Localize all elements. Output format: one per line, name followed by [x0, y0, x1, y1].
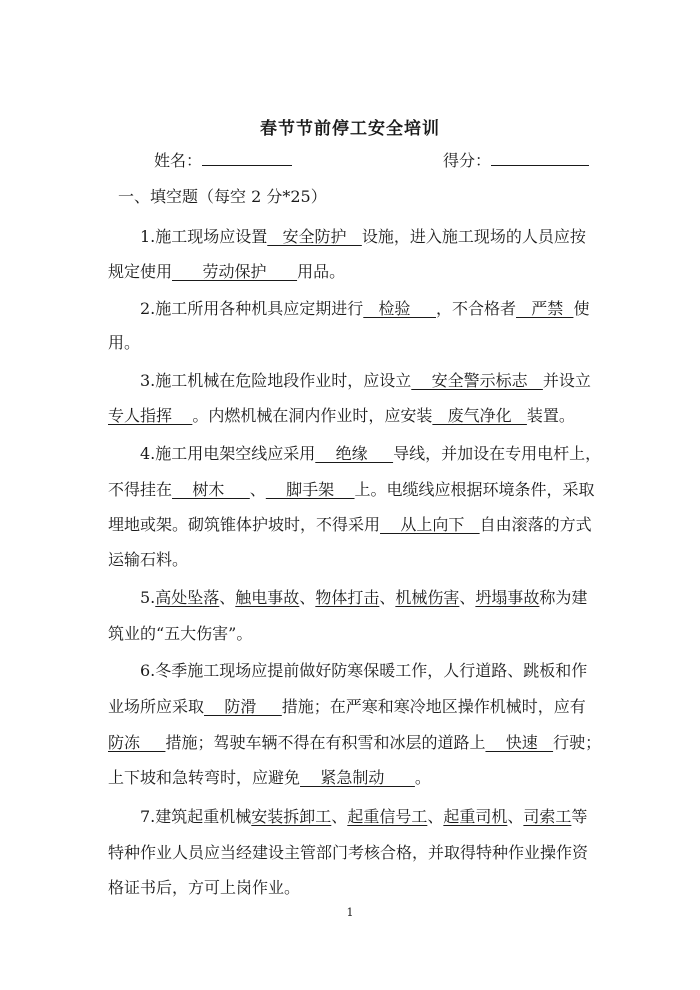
answer-blank: 专人指挥: [108, 406, 193, 425]
answer-blank: 绝缘: [315, 444, 394, 463]
answer-blank: 物体打击: [315, 588, 380, 607]
question-1-line-1: 1.施工现场应设置 安全防护 设施，进入施工现场的人员应按: [140, 227, 586, 246]
question-2-line-2: 用。: [108, 333, 141, 352]
question-4-line-4: 运输石料。: [108, 550, 189, 569]
answer-blank: 防滑: [204, 697, 282, 716]
question-7-line-1: 7.建筑起重机械安装拆卸工、起重信号工、起重司机、司索工等: [140, 807, 588, 826]
answer-blank: 快速: [485, 733, 554, 752]
name-label: 姓名：: [154, 151, 203, 170]
answer-blank: 劳动保护: [172, 262, 298, 281]
answer-blank: 机械伤害: [395, 588, 460, 607]
answer-blank: 坍塌事故: [475, 588, 540, 607]
question-4-line-3: 埋地或架。砌筑锥体护坡时，不得采用 从上向下 自由滚落的方式: [108, 515, 592, 534]
answer-blank: 脚手架: [265, 480, 355, 499]
answer-blank: 严禁: [516, 299, 574, 318]
question-7-line-3: 格证书后，方可上岗作业。: [108, 878, 301, 897]
section-heading: 一、填空题（每空 2 分*25）: [118, 187, 327, 206]
question-1-line-2: 规定使用 劳动保护 用品。: [108, 262, 346, 281]
page-title: 春节节前停工安全培训: [260, 119, 440, 139]
answer-blank: 触电事故: [235, 588, 300, 607]
answer-blank: 紧急制动: [300, 768, 415, 787]
answer-blank: 树木: [172, 480, 250, 499]
question-5-line-2: 筑业的“五大伤害”。: [108, 624, 253, 643]
answer-blank: 检验: [363, 299, 436, 318]
score-blank: [491, 148, 589, 166]
answer-blank: 安全警示标志: [411, 371, 543, 390]
question-6-line-1: 6.冬季施工现场应提前做好防寒保暖工作，人行道路、跳板和作: [140, 661, 588, 680]
question-3-line-2: 专人指挥 。内燃机械在洞内作业时，应安装 废气净化 装置。: [108, 406, 575, 425]
answer-blank: 安全防护: [267, 227, 362, 246]
score-label: 得分：: [443, 151, 492, 170]
question-6-line-4: 上下坡和急转弯时，应避免 紧急制动 。: [108, 768, 431, 787]
question-2-line-1: 2.施工所用各种机具应定期进行 检验 ，不合格者 严禁 使: [140, 299, 590, 318]
answer-blank: 安装拆卸工: [251, 807, 332, 826]
question-4-line-2: 不得挂在 树木 、 脚手架 上。电缆线应根据环境条件，采取: [108, 480, 595, 499]
page-number: 1: [346, 906, 354, 919]
answer-blank: 起重司机: [443, 807, 508, 826]
question-4-line-1: 4.施工用电架空线应采用 绝缘 导线，并加设在专用电杆上，: [140, 444, 602, 463]
question-5-line-1: 5.高处坠落、触电事故、物体打击、机械伤害、坍塌事故称为建: [140, 588, 588, 607]
answer-blank: 起重信号工: [347, 807, 428, 826]
question-3-line-1: 3.施工机械在危险地段作业时，应设立 安全警示标志 并设立: [140, 371, 591, 390]
name-field: [154, 148, 292, 172]
name-blank: [202, 148, 292, 166]
question-6-line-3: 防冻 措施；驾驶车辆不得在有积雪和冰层的道路上 快速 行驶；: [108, 733, 602, 752]
answer-blank: 司索工: [523, 807, 572, 826]
question-6-line-2: 业场所应采取 防滑 措施；在严寒和寒冷地区操作机械时，应有: [108, 697, 586, 716]
question-7-line-2: 特种作业人员应当经建设主管部门考核合格，并取得特种作业操作资: [108, 843, 589, 862]
score-field: [443, 148, 589, 172]
answer-blank: 防冻: [108, 733, 166, 752]
answer-blank: 高处坠落: [155, 588, 220, 607]
answer-blank: 废气净化: [432, 406, 527, 425]
answer-blank: 从上向下: [380, 515, 480, 534]
